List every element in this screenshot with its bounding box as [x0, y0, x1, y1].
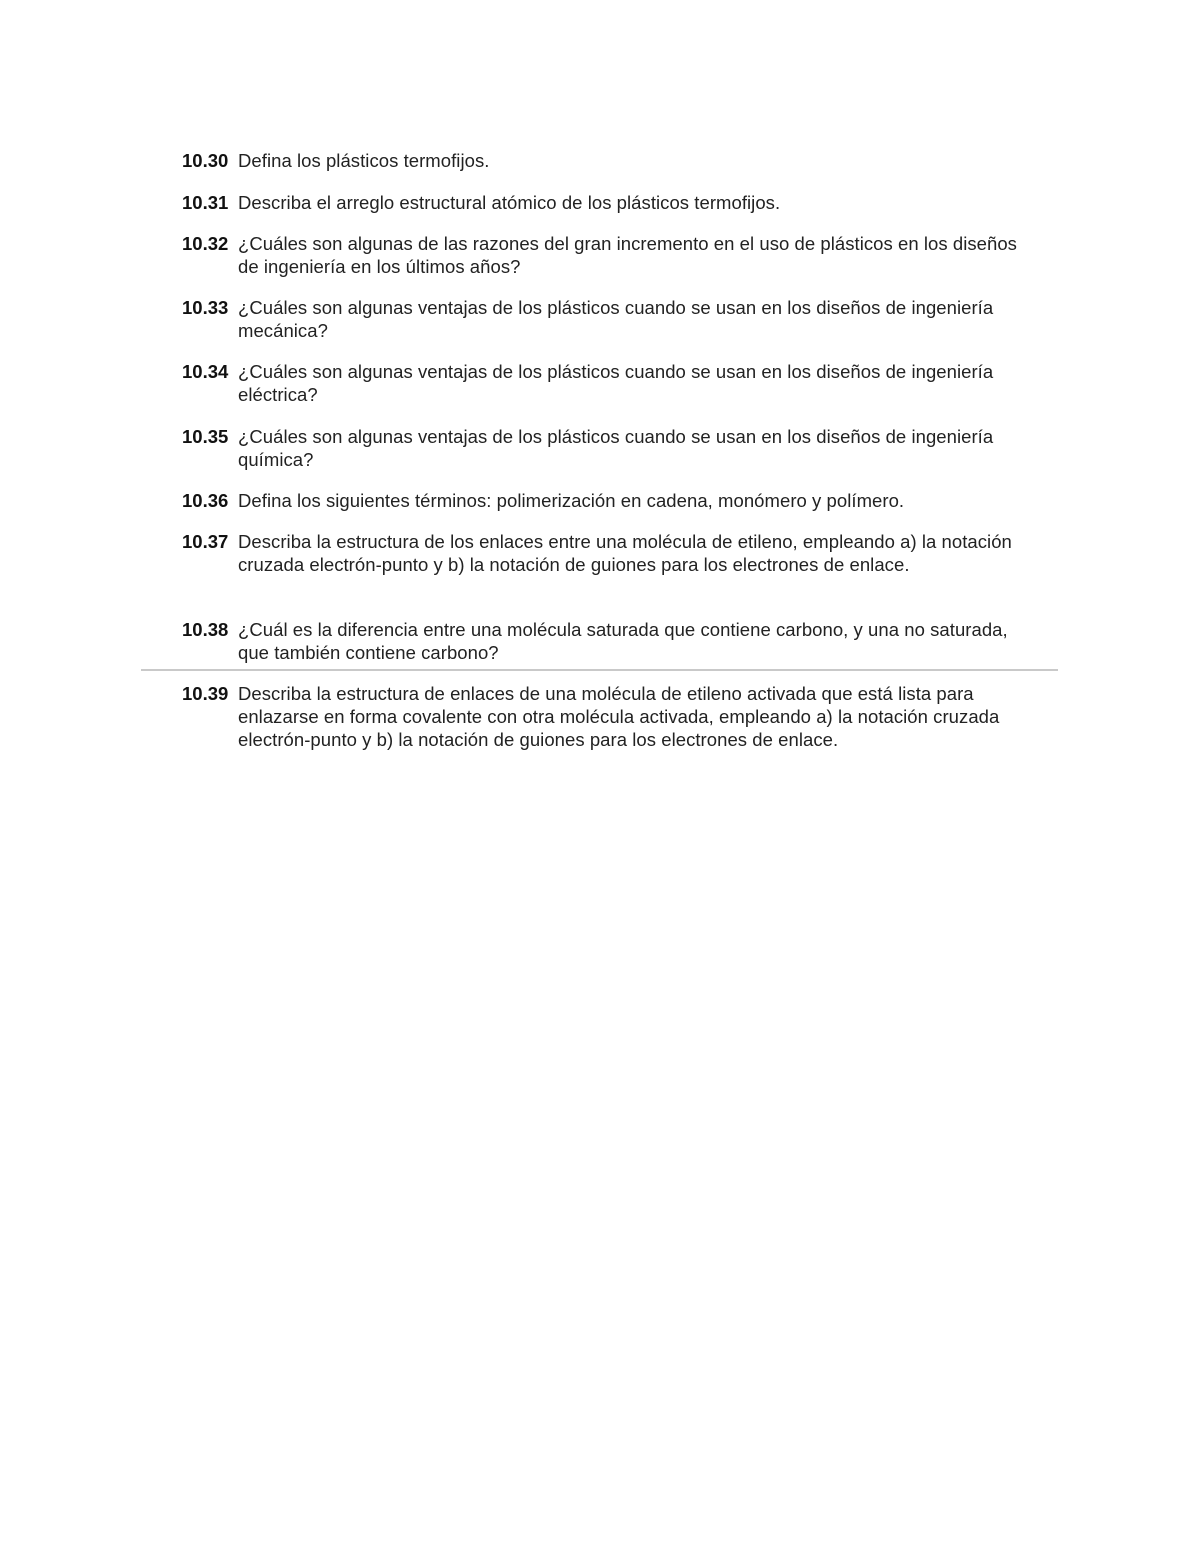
question-text: ¿Cuáles son algunas de las razones del gran incremento en el uso de plásticos en los diseños de ingeniería en los últimos años? [238, 233, 1017, 277]
question-text: Describa el arreglo estructural atómico de los plásticos termofijos. [238, 192, 781, 213]
question-10-34 [182, 360, 1042, 406]
question-text: Defina los plásticos termofijos. [238, 150, 490, 171]
question-text: ¿Cuáles son algunas ventajas de los plásticos cuando se usan en los diseños de ingeniería mecánica? [238, 297, 994, 341]
question-text: ¿Cuáles son algunas ventajas de los plásticos cuando se usan en los diseños de ingeniería eléctrica? [238, 361, 994, 405]
question-10-33 [182, 296, 1042, 342]
horizontal-divider [141, 669, 1058, 671]
question-text: Describa la estructura de los enlaces entre una molécula de etileno, empleando a) la notación cruzada electrón-punto y b) la notación de guiones para los electrones de enlace. [238, 531, 1012, 575]
question-10-31 [182, 191, 1042, 214]
question-text: Defina los siguientes términos: polimerización en cadena, monómero y polímero. [238, 490, 905, 511]
question-10-38 [182, 618, 1042, 664]
question-text: ¿Cuáles son algunas ventajas de los plásticos cuando se usan en los diseños de ingeniería química? [238, 426, 994, 470]
question-text: ¿Cuál es la diferencia entre una molécula saturada que contiene carbono, y una no saturada, que también contiene carbono? [238, 619, 1008, 663]
question-10-35 [182, 425, 1042, 471]
question-10-30 [182, 149, 1042, 172]
question-text: Describa la estructura de enlaces de una molécula de etileno activada que está lista para enlazarse en forma covalente con otra molécula activada, empleando a) la notación cruzada electrón-punto y b) la notación de guiones para los electrones de enlace. [238, 683, 1000, 750]
question-10-32 [182, 232, 1042, 278]
question-number: 10.34 [182, 361, 229, 382]
question-number: 10.37 [182, 531, 229, 552]
question-10-39 [182, 682, 1042, 751]
question-number: 10.31 [182, 192, 229, 213]
question-number: 10.32 [182, 233, 229, 254]
question-number: 10.35 [182, 426, 229, 447]
question-number: 10.39 [182, 683, 229, 704]
question-number: 10.38 [182, 619, 229, 640]
question-10-37 [182, 530, 1042, 576]
question-number: 10.30 [182, 150, 229, 171]
question-number: 10.33 [182, 297, 229, 318]
question-10-36 [182, 489, 1042, 512]
question-number: 10.36 [182, 490, 229, 511]
